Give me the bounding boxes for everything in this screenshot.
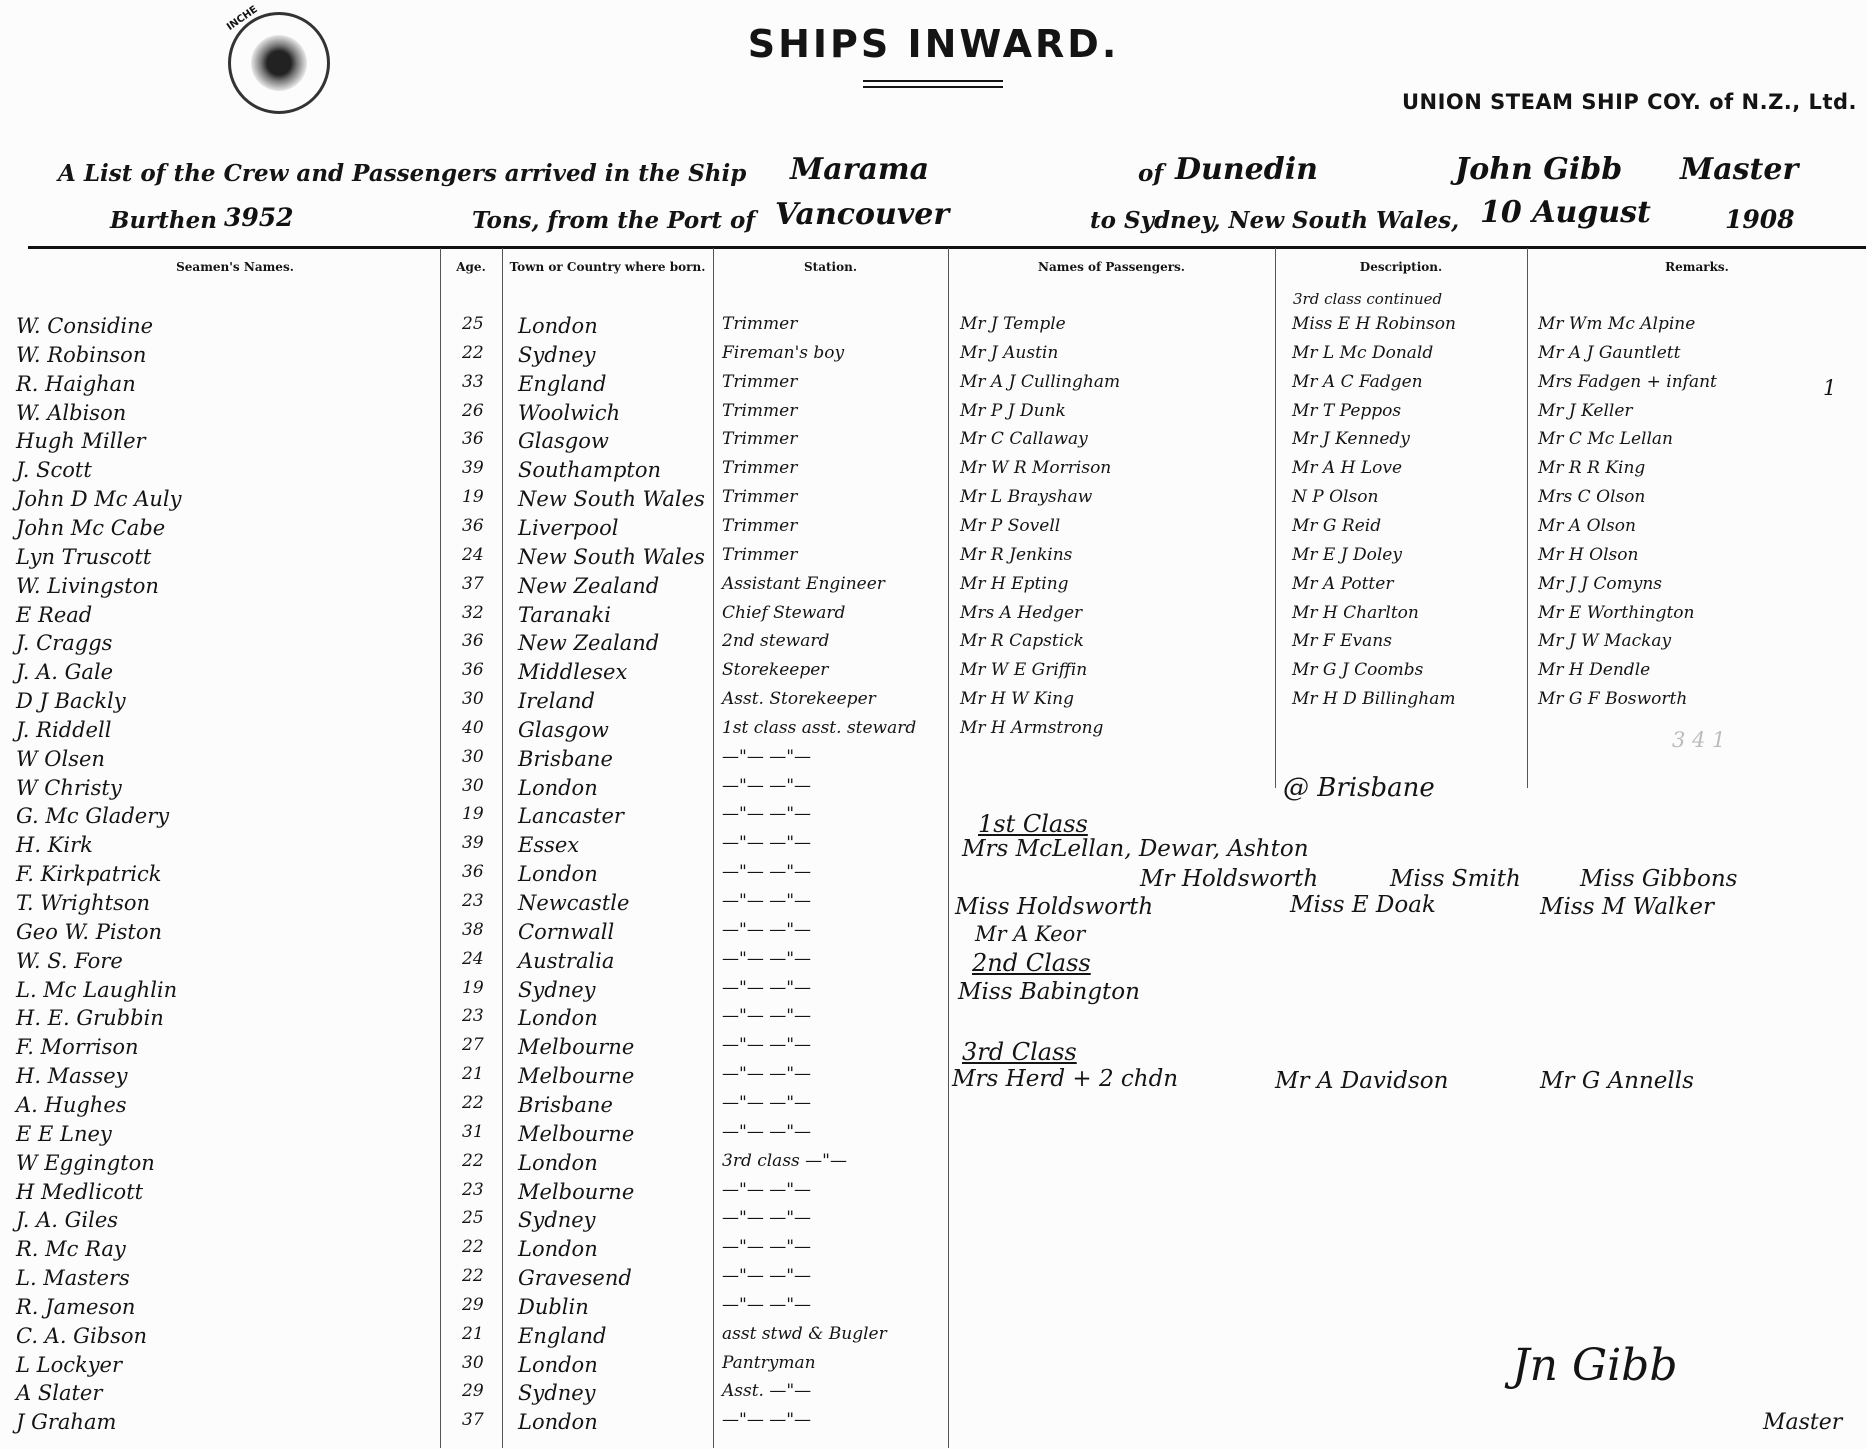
master-signature: Jn Gibb [1512,1340,1678,1391]
title-rule-1 [863,80,1003,82]
crew-station: Trimmer [722,544,798,565]
crew-name: J. Scott [16,458,92,483]
crew-station: Asst. —"— [722,1381,812,1402]
crew-station: —"— —"— [722,1035,812,1056]
arrival-date: 10 August [1480,195,1651,230]
crew-name: Geo W. Piston [16,919,163,944]
crew-age: 22 [462,1237,484,1258]
description-entry: Mr H D Billingham [1292,689,1456,710]
column-rule [948,248,949,1448]
crew-birthplace: Middlesex [518,660,628,685]
crew-station: —"— —"— [722,775,812,796]
crew-name: John Mc Cabe [16,515,166,540]
crew-age: 19 [462,977,484,998]
crew-birthplace: London [518,1410,598,1435]
description-entry: Mr T Peppos [1292,400,1402,421]
crew-name: H Medlicott [16,1179,144,1204]
brisbane-header: @ Brisbane [1283,773,1435,803]
crew-age: 36 [462,862,484,883]
crew-age: 30 [462,1352,484,1373]
third-class-header: 3rd Class [962,1038,1077,1066]
crew-birthplace: New Zealand [518,573,660,598]
crew-age: 21 [462,1323,484,1344]
crew-age: 36 [462,429,484,450]
remark-entry: Mr A J Gauntlett [1538,342,1681,363]
description-entry: Miss E H Robinson [1292,314,1456,334]
crew-birthplace: New South Wales [518,544,705,569]
passenger-name: Mr J Temple [960,314,1066,334]
crew-station: —"— —"— [722,1266,812,1287]
crew-station: Trimmer [722,487,798,508]
crew-name: R. Mc Ray [16,1237,126,1262]
crew-station: —"— —"— [722,746,812,767]
title-rule-2 [863,86,1003,88]
first-class-line-1: Mrs McLellan, Dewar, Ashton [962,836,1309,862]
crew-station: Chief Steward [722,602,846,623]
column-rule [1527,248,1528,788]
crew-birthplace: Newcastle [518,891,630,915]
crew-age: 26 [462,400,484,421]
crew-name: W. Albison [16,400,127,425]
description-entry: Mr J Kennedy [1292,429,1410,450]
third-class-a: Mrs Herd + 2 chdn [952,1066,1179,1092]
crew-birthplace: London [518,862,598,887]
crew-age: 19 [462,487,484,508]
crew-birthplace: Sydney [518,1208,596,1233]
crew-birthplace: London [518,775,598,800]
crew-age: 40 [462,717,484,738]
crew-age: 24 [462,948,484,969]
crew-name: W. Considine [16,314,154,338]
crew-station: Fireman's boy [722,342,845,363]
crew-station: —"— —"— [722,919,812,940]
crew-birthplace: Lancaster [518,804,624,829]
crew-station: 2nd steward [722,631,830,652]
crew-birthplace: Woolwich [518,400,621,425]
crew-age: 30 [462,689,484,710]
crew-birthplace: Glasgow [518,429,609,454]
master-name: John Gibb [1455,152,1623,187]
passenger-name: Mr P J Dunk [960,400,1066,421]
crew-birthplace: Southampton [518,458,662,483]
crew-name: W. Livingston [16,573,159,598]
crew-birthplace: Sydney [518,977,596,1002]
crew-station: Trimmer [722,314,798,334]
crew-name: H. E. Grubbin [16,1006,164,1031]
crew-station: —"— —"— [722,1092,812,1113]
description-note: 3rd class continued [1293,290,1443,308]
table-top-border [28,246,1866,249]
crew-station: —"— —"— [722,1121,812,1142]
passenger-name: Mr R Capstick [960,631,1084,652]
crew-station: Trimmer [722,429,798,450]
intro-text-1a: A List of the Crew and Passengers arrived in the Ship [58,160,747,187]
crew-name: W Olsen [16,746,105,771]
crew-station: —"— —"— [722,977,812,998]
crew-station: Assistant Engineer [722,573,885,594]
first-class-line-3c: Miss M Walker [1540,894,1714,920]
passenger-name: Mr H Armstrong [960,717,1104,738]
third-class-c: Mr G Annells [1540,1068,1694,1094]
crew-station: Pantryman [722,1352,816,1373]
header-station: Station. [804,260,857,274]
crew-birthplace: Taranaki [518,602,611,627]
crew-age: 24 [462,544,484,565]
column-rule [502,248,503,1448]
crew-age: 36 [462,660,484,681]
second-class-line-1: Miss Babington [958,979,1140,1005]
faint-note: 3 4 1 [1672,728,1726,752]
crew-age: 29 [462,1294,484,1315]
header-description: Description. [1359,260,1443,274]
crew-station: —"— —"— [722,862,812,883]
crew-name: F. Morrison [16,1035,139,1060]
first-class-line-3a: Miss Holdsworth [955,894,1154,920]
passenger-name: Mr P Sovell [960,515,1061,536]
crew-name: A. Hughes [16,1092,127,1117]
crew-name: C. A. Gibson [16,1323,148,1348]
crew-name: T. Wrightson [16,891,151,915]
crew-station: —"— —"— [722,1064,812,1085]
crew-name: E E Lney [16,1121,112,1146]
crew-birthplace: Cornwall [518,919,615,944]
crew-name: J. A. Gale [16,660,114,685]
first-class-line-3b: Miss E Doak [1290,892,1436,918]
header-remarks: Remarks. [1665,260,1729,274]
crew-birthplace: London [518,1237,598,1262]
crew-birthplace: Gravesend [518,1266,632,1291]
second-class-header: 2nd Class [972,949,1091,977]
crew-age: 27 [462,1035,484,1056]
arrival-year: 1908 [1725,205,1795,234]
crew-age: 23 [462,1006,484,1027]
description-entry: Mr L Mc Donald [1292,342,1434,363]
header-passengers: Names of Passengers. [1038,260,1185,274]
passenger-name: Mr W R Morrison [960,458,1112,479]
crew-station: —"— —"— [722,1208,812,1229]
description-entry: Mr A H Love [1292,458,1403,479]
remark-entry: Mr J Keller [1538,400,1633,421]
crew-age: 22 [462,1092,484,1113]
description-entry: Mr E J Doley [1292,544,1402,565]
passenger-name: Mr W E Griffin [960,660,1088,681]
crew-name: E Read [16,602,93,627]
crew-station: Asst. Storekeeper [722,689,876,710]
crew-age: 37 [462,573,484,594]
crew-name: L. Mc Laughlin [16,977,178,1002]
crew-birthplace: Glasgow [518,717,609,742]
crew-birthplace: New South Wales [518,487,705,512]
crew-name: G. Mc Gladery [16,804,170,829]
first-class-header: 1st Class [978,810,1088,838]
crew-name: D J Backly [16,689,126,714]
crew-station: 1st class asst. steward [722,717,917,738]
crew-age: 33 [462,371,484,392]
description-entry: Mr A C Fadgen [1292,371,1423,392]
crew-station: —"— —"— [722,1410,812,1431]
crew-name: R. Haighan [16,371,136,396]
crew-station: —"— —"— [722,1237,812,1258]
crew-age: 39 [462,833,484,854]
crew-age: 39 [462,458,484,479]
remark-entry: Mr H Olson [1538,544,1639,565]
crew-birthplace: London [518,1150,598,1175]
crew-age: 22 [462,1266,484,1287]
crew-age: 36 [462,631,484,652]
crew-name: J. Riddell [16,717,112,742]
crew-name: H. Kirk [16,833,93,858]
column-rule [440,248,441,1448]
passenger-name: Mr H Epting [960,573,1069,594]
crew-station: Trimmer [722,458,798,479]
crew-station: —"— —"— [722,833,812,854]
crew-age: 21 [462,1064,484,1085]
crew-name: A Slater [16,1381,103,1406]
margin-note: 1 [1823,376,1837,400]
crew-age: 25 [462,314,484,334]
tonnage: 3952 [224,203,294,232]
remark-entry: Mr Wm Mc Alpine [1538,314,1696,334]
passenger-name: Mr H W King [960,689,1075,710]
column-rule [713,248,714,1448]
passenger-name: Mr L Brayshaw [960,487,1093,508]
crew-station: Trimmer [722,400,798,421]
crew-age: 37 [462,1410,484,1431]
crew-station: —"— —"— [722,948,812,969]
crew-name: W Eggington [16,1150,155,1175]
crew-birthplace: London [518,1006,598,1031]
crew-name: W. S. Fore [16,948,123,973]
header-seamen: Seamen's Names. [176,260,294,274]
remark-entry: Mr E Worthington [1538,602,1695,623]
passenger-name: Mr J Austin [960,342,1059,363]
crew-name: W. Robinson [16,342,147,367]
crew-birthplace: Brisbane [518,1092,613,1117]
header-age: Age. [456,260,486,274]
crew-birthplace: Melbourne [518,1179,635,1204]
crew-age: 30 [462,775,484,796]
crew-station: Storekeeper [722,660,829,681]
crew-age: 23 [462,891,484,911]
column-rule [1275,248,1276,788]
crew-station: Trimmer [722,371,798,392]
remark-entry: Mrs C Olson [1538,487,1646,508]
remark-entry: Mr H Dendle [1538,660,1651,681]
crew-birthplace: Liverpool [518,515,619,540]
crew-name: J Graham [16,1410,117,1435]
intro-text-2c: to Sydney, New South Wales, [1090,207,1460,234]
first-class-line-2a: Mr Holdsworth [1140,866,1319,892]
first-class-line-4: Mr A Keor [975,922,1086,946]
crew-age: 38 [462,919,484,940]
passenger-name: Mr C Callaway [960,429,1088,450]
remark-entry: Mr J W Mackay [1538,631,1672,652]
remark-entry: Mrs Fadgen + infant [1538,371,1717,392]
description-entry: N P Olson [1292,487,1379,508]
intro-text-2a: Burthen [110,207,217,234]
crew-station: —"— —"— [722,1294,812,1315]
remark-entry: Mr J J Comyns [1538,573,1663,594]
crew-birthplace: Essex [518,833,580,858]
crew-age: 29 [462,1381,484,1402]
crew-birthplace: Melbourne [518,1064,635,1089]
crew-birthplace: England [518,371,607,396]
crew-birthplace: London [518,314,598,338]
crew-birthplace: Dublin [518,1294,589,1319]
description-entry: Mr H Charlton [1292,602,1419,623]
remark-entry: Mr C Mc Lellan [1538,429,1673,450]
third-class-b: Mr A Davidson [1275,1068,1449,1094]
crew-name: Hugh Miller [16,429,146,454]
port-of-registry: Dunedin [1175,152,1318,187]
stamp-text: INCHE [224,4,260,33]
crew-age: 22 [462,1150,484,1171]
remark-entry: Mr R R King [1538,458,1646,479]
crew-station: 3rd class —"— [722,1150,847,1171]
crew-name: J. Craggs [16,631,113,656]
crew-name: H. Massey [16,1064,128,1089]
crew-birthplace: London [518,1352,598,1377]
passenger-name: Mr R Jenkins [960,544,1073,565]
description-entry: Mr G J Coombs [1292,660,1424,681]
crew-birthplace: Melbourne [518,1121,635,1146]
crew-birthplace: Sydney [518,342,596,367]
crew-name: Lyn Truscott [16,544,152,569]
crew-name: R. Jameson [16,1294,136,1319]
crew-age: 36 [462,515,484,536]
crew-name: F. Kirkpatrick [16,862,162,887]
crew-station: Trimmer [722,515,798,536]
ship-name: Marama [790,152,930,187]
crew-station: asst stwd & Bugler [722,1323,887,1344]
crew-birthplace: England [518,1323,607,1348]
crew-birthplace: Sydney [518,1381,596,1406]
passenger-name: Mrs A Hedger [960,602,1083,623]
crew-birthplace: Brisbane [518,746,613,771]
intro-text-1b: of [1138,160,1164,187]
description-entry: Mr A Potter [1292,573,1394,594]
crew-name: L. Masters [16,1266,130,1291]
crew-name: L Lockyer [16,1352,123,1377]
crew-age: 23 [462,1179,484,1200]
crew-birthplace: Australia [518,948,615,973]
crew-age: 32 [462,602,484,623]
crew-age: 25 [462,1208,484,1229]
crew-birthplace: Melbourne [518,1035,635,1060]
description-entry: Mr F Evans [1292,631,1392,652]
crew-age: 31 [462,1121,484,1142]
crew-birthplace: Ireland [518,689,595,714]
crew-station: —"— —"— [722,1179,812,1200]
header-born: Town or Country where born. [509,260,706,274]
master-title-hw: Master [1680,152,1799,187]
remark-entry: Mr G F Bosworth [1538,689,1688,710]
first-class-line-2c: Miss Gibbons [1580,866,1738,892]
crew-station: —"— —"— [722,1006,812,1027]
crew-birthplace: New Zealand [518,631,660,656]
crew-station: —"— —"— [722,804,812,825]
intro-text-2b: Tons, from the Port of [472,207,756,234]
from-port: Vancouver [775,197,950,232]
company-name: UNION STEAM SHIP COY. of N.Z., Ltd. [1401,90,1857,114]
description-entry: Mr G Reid [1292,515,1382,536]
remark-entry: Mr A Olson [1538,515,1636,536]
passenger-name: Mr A J Cullingham [960,371,1121,392]
crew-age: 22 [462,342,484,363]
crew-name: John D Mc Auly [16,487,182,512]
first-class-line-2b: Miss Smith [1390,866,1521,892]
page-title: SHIPS INWARD. [747,22,1120,66]
master-label: Master [1763,1410,1843,1435]
crew-station: —"— —"— [722,891,812,911]
crew-name: W Christy [16,775,122,800]
crew-age: 19 [462,804,484,825]
crew-age: 30 [462,746,484,767]
crew-name: J. A. Giles [16,1208,119,1233]
